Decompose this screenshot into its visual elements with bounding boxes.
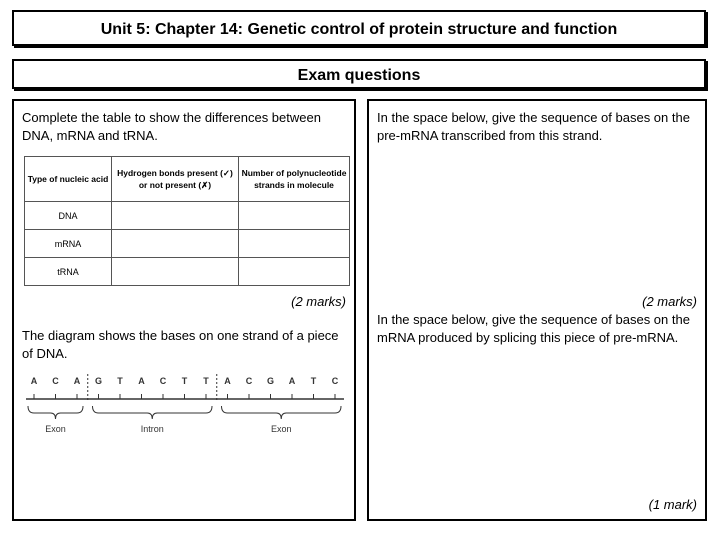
dna-base: T — [310, 376, 317, 386]
dna-base: A — [138, 376, 145, 386]
dna-bases — [31, 376, 339, 386]
marks-label: (2 marks) — [291, 294, 346, 309]
region-labels — [45, 424, 291, 434]
answer-cell[interactable] — [239, 258, 350, 286]
answer-cell[interactable] — [112, 230, 239, 258]
answer-cell[interactable] — [112, 202, 239, 230]
table-header-type: Type of nucleic acid — [25, 157, 112, 202]
section-title: Exam questions — [297, 67, 421, 84]
marks-label: (2 marks) — [642, 294, 697, 309]
dna-strand-diagram — [12, 372, 352, 440]
dna-base: C — [159, 376, 167, 386]
title-box — [12, 10, 706, 46]
question-table-prompt: Complete the table to show the differences between DNA, mRNA and tRNA. — [22, 110, 321, 143]
marks-label: (1 mark) — [648, 497, 697, 512]
region-bracket — [93, 406, 213, 419]
pre-mrna-answer-space[interactable] — [375, 147, 701, 289]
answer-cell[interactable] — [239, 202, 350, 230]
dna-base: T — [203, 376, 209, 386]
mrna-answer-space[interactable] — [375, 365, 701, 491]
row-label-dna: DNA — [25, 202, 112, 230]
row-label-trna: tRNA — [25, 258, 112, 286]
dna-base: T — [117, 376, 123, 386]
dna-base: A — [73, 376, 81, 386]
page-title: Unit 5: Chapter 14: Genetic control of protein structure and function — [100, 21, 618, 38]
dna-base: A — [30, 376, 38, 386]
right-question-panel — [367, 99, 707, 521]
dna-base: C — [245, 376, 253, 386]
nucleic-acid-table — [24, 156, 350, 286]
answer-cell[interactable] — [239, 230, 350, 258]
region-label: Exon — [270, 424, 292, 434]
dna-base: G — [266, 376, 275, 386]
subtitle-box — [12, 59, 706, 89]
table-row — [25, 230, 350, 258]
region-bracket — [222, 406, 342, 419]
dna-base: T — [181, 376, 188, 386]
left-question-panel — [12, 99, 356, 521]
row-label-mrna: mRNA — [25, 230, 112, 258]
table-row — [25, 202, 350, 230]
table-header-strands: Number of polynucleotide strands in molecule — [239, 157, 350, 202]
pre-mrna-prompt: In the space below, give the sequence of bases on the pre-mRNA transcribed from this strand. — [377, 110, 690, 143]
mrna-prompt: In the space below, give the sequence of bases on the mRNA produced by splicing this piece of pre-mRNA. — [377, 312, 690, 345]
dna-base: A — [224, 376, 231, 386]
dna-base: A — [288, 376, 296, 386]
table-row — [25, 258, 350, 286]
region-label: Intron — [140, 424, 164, 434]
region-bracket — [28, 406, 83, 419]
dna-base: G — [94, 376, 103, 386]
region-label: Exon — [45, 424, 66, 434]
dna-base: C — [52, 376, 59, 386]
dna-diagram-prompt: The diagram shows the bases on one strand of a piece of DNA. — [22, 328, 339, 361]
answer-cell[interactable] — [112, 258, 239, 286]
table-header-hbonds: Hydrogen bonds present (✓) or not present (✗) — [112, 157, 239, 202]
dna-base: C — [331, 376, 339, 386]
